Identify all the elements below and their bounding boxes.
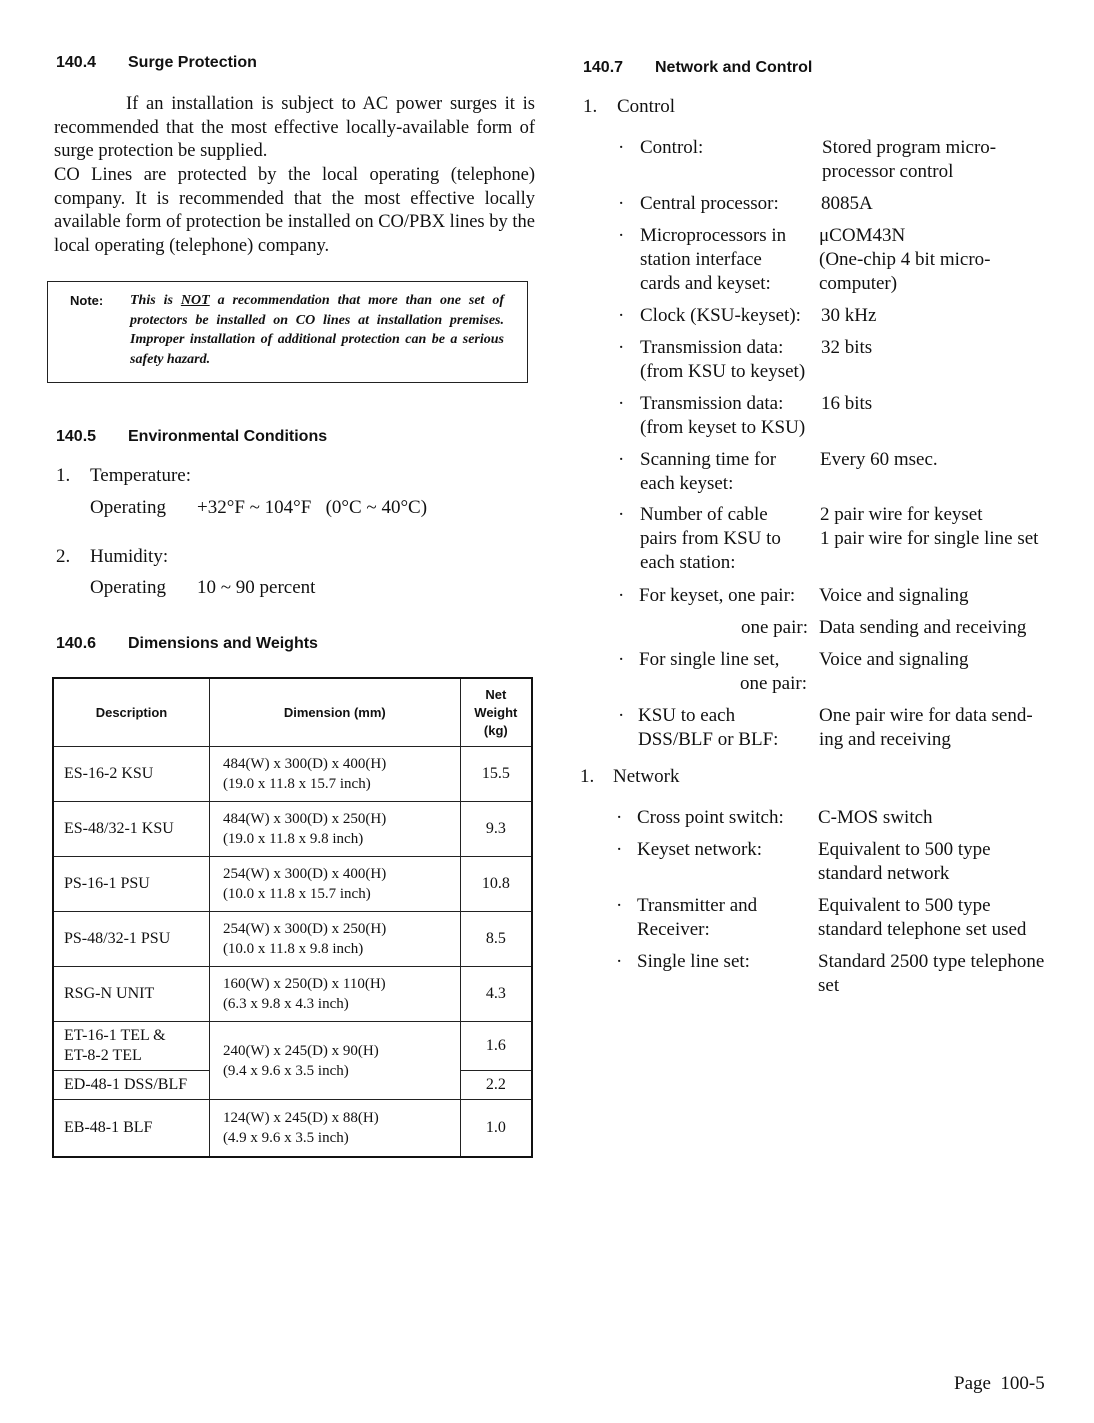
item-label [640,392,805,440]
item-label: Cross point switch: [637,807,784,828]
table-row [53,912,532,967]
control-heading [583,95,675,119]
item-label: Control [617,96,676,117]
value-line-2: processor control [822,161,954,182]
dimension-inch: (9.4 x 9.6 x 3.5 inch) [222,1062,349,1079]
dimension-inch: (10.0 x 11.8 x 15.7 inch) [222,886,371,902]
row-description [53,1022,209,1071]
dimension-mm: 240(W) x 245(D) x 90(H) [222,1042,379,1059]
row-description: PS-48/32-1 PSU [53,912,209,967]
item-value: Data sending and receiving [819,617,1027,638]
item-label: Humidity: [90,546,169,567]
section-number: 140.4 [56,54,97,71]
item-label: one pair: [740,617,808,638]
item-label [640,224,786,296]
label-line-3: cards and keyset: [640,273,771,294]
note-text-not: NOT [180,293,210,308]
value-line-2: (One-chip 4 bit micro- [819,249,991,270]
value-line-2: standard telephone set used [818,919,1027,940]
value-line-3: computer) [819,273,898,294]
note-text [130,291,504,369]
value-line-2: 1 pair wire for single line set [820,528,1039,549]
dimension-mm: 484(W) x 300(D) x 400(H) [222,756,387,772]
row-weight: 15.5 [460,747,532,802]
value-line-1: Standard 2500 type telephone [818,951,1045,972]
row-weight: 10.8 [460,857,532,912]
item-label: For keyset, one pair: [639,585,796,606]
label-line-2: Receiver: [637,919,710,940]
row-dimension [209,802,460,857]
label-line-2: (from keyset to KSU) [640,417,806,438]
env-item-humidity [56,545,168,569]
page-number: Page 100-5 [954,1373,1045,1394]
dimension-mm: 160(W) x 250(D) x 110(H) [222,976,386,992]
dimension-inch: (10.0 x 11.8 x 9.8 inch) [222,941,364,957]
label-line-2: DSS/BLF or BLF: [638,729,779,750]
header-weight-line-2: Weight [474,704,518,720]
item-label: Single line set: [637,951,750,972]
row-description: ED-48-1 DSS/BLF [53,1071,209,1100]
env-item-temperature [56,464,191,488]
row-dimension [209,857,460,912]
row-description: PS-16-1 PSU [53,857,209,912]
dimension-inch: (6.3 x 9.8 x 4.3 inch) [222,996,349,1012]
item-label: Temperature: [90,465,192,486]
item-value: 16 bits [821,393,873,414]
item-label [638,704,778,752]
label-line-1: Transmitter and [637,895,758,916]
table-row [53,1022,532,1071]
row-dimension [209,747,460,802]
header-dimension: Dimension (mm) [209,678,460,747]
label-line-1: Transmission data: [640,337,784,358]
item-number: 1. [56,465,71,486]
section-140-6-heading [56,635,318,653]
dimension-mm: 484(W) x 300(D) x 250(H) [222,811,387,827]
item-value: C-MOS switch [818,807,933,828]
item-value: Voice and signaling [819,649,969,670]
note-box [47,281,528,383]
value-line-1: One pair wire for data send- [819,705,1033,726]
item-value [819,224,990,296]
table-row [53,967,532,1022]
dimension-inch: (4.9 x 9.6 x 3.5 inch) [222,1130,349,1146]
table-header-row [53,678,532,747]
item-number: 1. [583,96,598,117]
env-temperature-operating [90,496,427,520]
item-label [639,648,807,696]
item-value [822,136,996,184]
dimension-inch: (19.0 x 11.8 x 9.8 inch) [222,831,364,847]
header-weight-line-3: (kg) [483,722,508,738]
value-line-2: set [818,975,840,996]
dimensions-table [52,677,533,1158]
note-text-a: This is [130,293,173,308]
row-weight: 9.3 [460,802,532,857]
item-value: 30 kHz [821,305,877,326]
header-weight-line-1: Net [485,686,507,702]
value-line-2: ing and receiving [819,729,951,750]
value-line-2: standard network [818,863,950,884]
section-number: 140.6 [56,635,97,652]
label-line-1: Number of cable [640,504,768,525]
label-line-2: pairs from KSU to [640,528,781,549]
section-140-7-heading [583,59,812,77]
item-value [819,704,1033,752]
section-title: Network and Control [655,59,813,76]
dimension-mm: 254(W) x 300(D) x 250(H) [222,921,387,937]
dimension-inch: (19.0 x 11.8 x 15.7 inch) [222,776,371,792]
table-row [53,1100,532,1158]
section-title: Surge Protection [128,54,257,71]
dimension-mm: 124(W) x 245(D) x 88(H) [222,1110,379,1126]
table-row [53,802,532,857]
row-dimension-merged [209,1022,460,1100]
note-label: Note: [70,293,104,308]
operating-label: Operating [90,577,166,598]
item-value [820,503,1038,551]
item-label: Network [613,766,680,787]
row-dimension [209,912,460,967]
item-label: Control: [640,137,704,158]
row-weight: 4.3 [460,967,532,1022]
item-label [640,336,805,384]
label-line-2: (from KSU to keyset) [640,361,806,382]
description-line-1: ET-16-1 TEL & [64,1027,166,1044]
value-line-1: 2 pair wire for keyset [820,504,983,525]
network-heading [580,765,679,789]
label-line-1: Scanning time for [640,449,777,470]
label-line-3: each station: [640,552,736,573]
item-value [818,838,991,886]
table-row [53,857,532,912]
value-line-1: Equivalent to 500 type [818,895,991,916]
item-label: Central processor: [640,193,779,214]
item-value [818,894,1026,942]
item-label: Clock (KSU-keyset): [640,305,801,326]
section-number: 140.7 [583,59,624,76]
value-line-1: Stored program micro- [822,137,997,158]
header-description: Description [53,678,209,747]
item-value: Every 60 msec. [820,449,938,470]
surge-paragraph-2: CO Lines are protected by the local operating (telephone) company. It is recommended that the most effective locally available form of protection be installed on CO/PBX lines by the local operating (telephone) company. [54,165,535,256]
value-line-1: μCOM43N [819,225,906,246]
row-weight: 1.0 [460,1100,532,1158]
section-title: Environmental Conditions [128,428,328,445]
row-description: ES-48/32-1 KSU [53,802,209,857]
row-dimension [209,1100,460,1158]
operating-label: Operating [90,497,166,518]
label-line-1: Microprocessors in [640,225,787,246]
row-weight: 2.2 [460,1071,532,1100]
header-weight [460,678,532,747]
item-value: 32 bits [821,337,873,358]
dimension-mm: 254(W) x 300(D) x 400(H) [222,866,387,882]
operating-value: 10 ~ 90 percent [197,577,316,598]
item-value [818,950,1044,998]
item-number: 2. [56,546,71,567]
row-description: ES-16-2 KSU [53,747,209,802]
table-row [53,747,532,802]
label-line-2: each keyset: [640,473,734,494]
section-140-4-heading [56,54,257,72]
label-line-2: one pair: [739,673,807,694]
item-label [640,448,776,496]
label-line-1: For single line set, [639,649,780,670]
value-line-1: Equivalent to 500 type [818,839,991,860]
row-description: EB-48-1 BLF [53,1100,209,1158]
description-line-2: ET-8-2 TEL [64,1047,142,1064]
row-weight: 8.5 [460,912,532,967]
section-140-5-heading [56,428,327,446]
section-number: 140.5 [56,428,97,445]
label-line-1: Transmission data: [640,393,784,414]
item-value: Voice and signaling [819,585,969,606]
row-weight: 1.6 [460,1022,532,1071]
operating-value: +32°F ~ 104°F (0°C ~ 40°C) [197,497,428,518]
label-line-1: KSU to each [638,705,736,726]
row-dimension [209,967,460,1022]
row-description: RSG-N UNIT [53,967,209,1022]
env-humidity-operating [90,576,315,600]
surge-paragraph-1: If an installation is subject to AC power surges it is recommended that the most effective locally-available form of surge protection be supplied. [54,94,535,161]
item-label [640,503,781,575]
section-title: Dimensions and Weights [128,635,318,652]
item-number: 1. [580,766,595,787]
item-value: 8085A [821,193,873,214]
label-line-2: station interface [640,249,762,270]
item-label [637,894,757,942]
note-text-b: a recommendation that more than one set of protectors be installed on CO lines at installation premises. Improper installation of additional protection can be a serious safety hazard. [130,293,505,367]
item-label: Keyset network: [637,839,763,860]
